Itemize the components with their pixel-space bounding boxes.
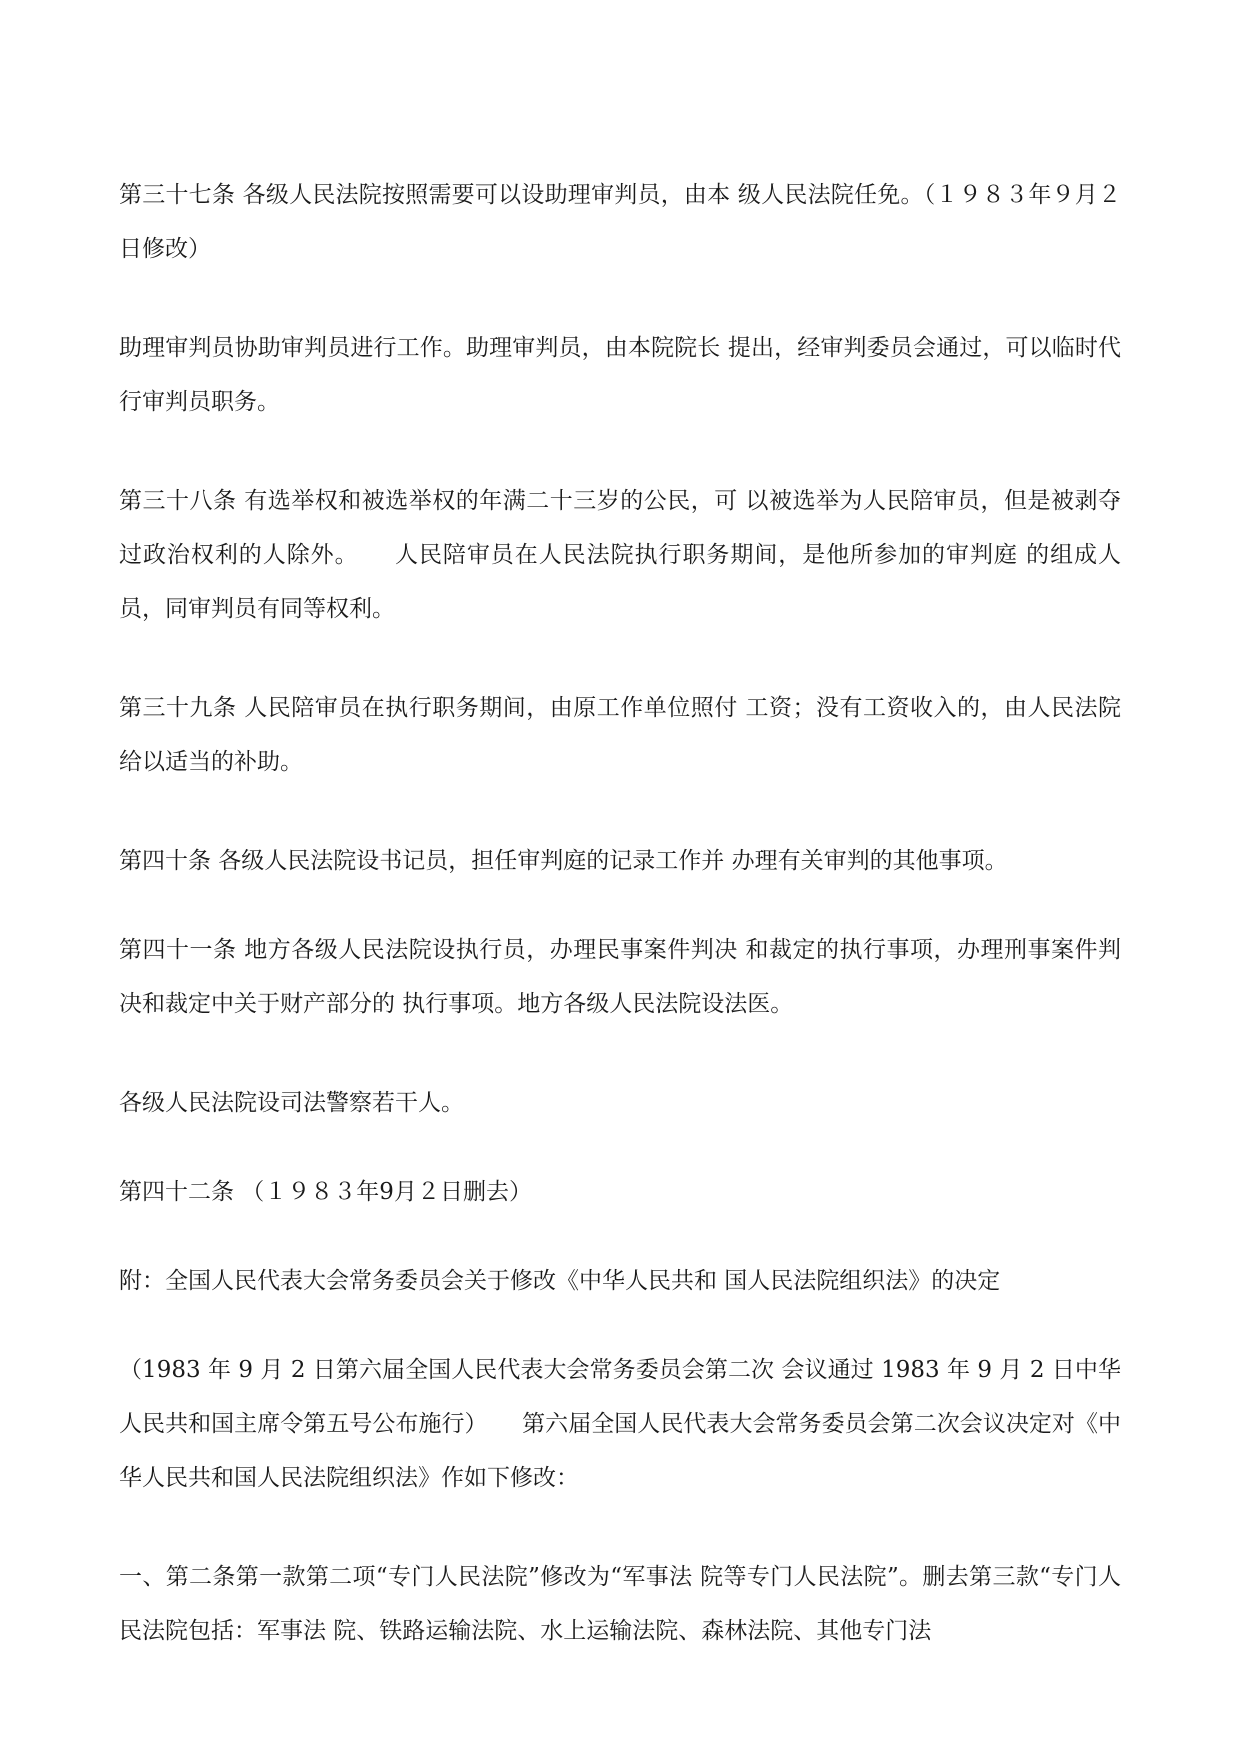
article-37-clause-2: 助理审判员协助审判员进行工作。助理审判员，由本院院长 提出，经审判委员会通过，可以临时代行审判员职务。 — [119, 335, 1121, 415]
article-42: 第四十二条 （１９８３年9月２日删去） — [119, 1179, 532, 1205]
article-41-clause-2: 各级人民法院设司法警察若干人。 — [119, 1090, 464, 1116]
article-40: 第四十条 各级人民法院设书记员，担任审判庭的记录工作并 办理有关审判的其他事项。 — [119, 848, 1008, 874]
article-39: 第三十九条 人民陪审员在执行职务期间，由原工作单位照付 工资；没有工资收入的，由人民法院给以适当的补助。 — [119, 695, 1121, 775]
article-38: 第三十八条 有选举权和被选举权的年满二十三岁的公民，可 以被选举为人民陪审员，但是被剥夺过政治权利的人除外。 人民陪审员在人民法院执行职务期间，是他所参加的审判庭 的组成人员，同审判员有同等权利。 — [119, 488, 1121, 622]
amendment-item-1: 一、第二条第一款第二项“专门人民法院”修改为“军事法 院等专门人民法院”。删去第三款“专门人民法院包括：军事法 院、铁路运输法院、水上运输法院、森林法院、其他专门法 — [119, 1564, 1121, 1644]
article-41: 第四十一条 地方各级人民法院设执行员，办理民事案件判决 和裁定的执行事项，办理刑事案件判决和裁定中关于财产部分的 执行事项。地方各级人民法院设法医。 — [119, 937, 1121, 1017]
appendix-title: 附：全国人民代表大会常务委员会关于修改《中华人民共和 国人民法院组织法》的决定 — [119, 1268, 1001, 1294]
document-body — [119, 168, 1121, 1703]
article-37: 第三十七条 各级人民法院按照需要可以设助理审判员，由本 级人民法院任免。（１９８３年９月２日修改） — [119, 182, 1121, 262]
appendix-preamble: （1983 年 9 月 2 日第六届全国人民代表大会常务委员会第二次 会议通过 1983 年 9 月 2 日中华人民共和国主席令第五号公布施行） 第六届全国人民代表大会常务委员会第二次会议决定对《中 华人民共和国人民法院组织法》作如下修改： — [119, 1357, 1121, 1491]
